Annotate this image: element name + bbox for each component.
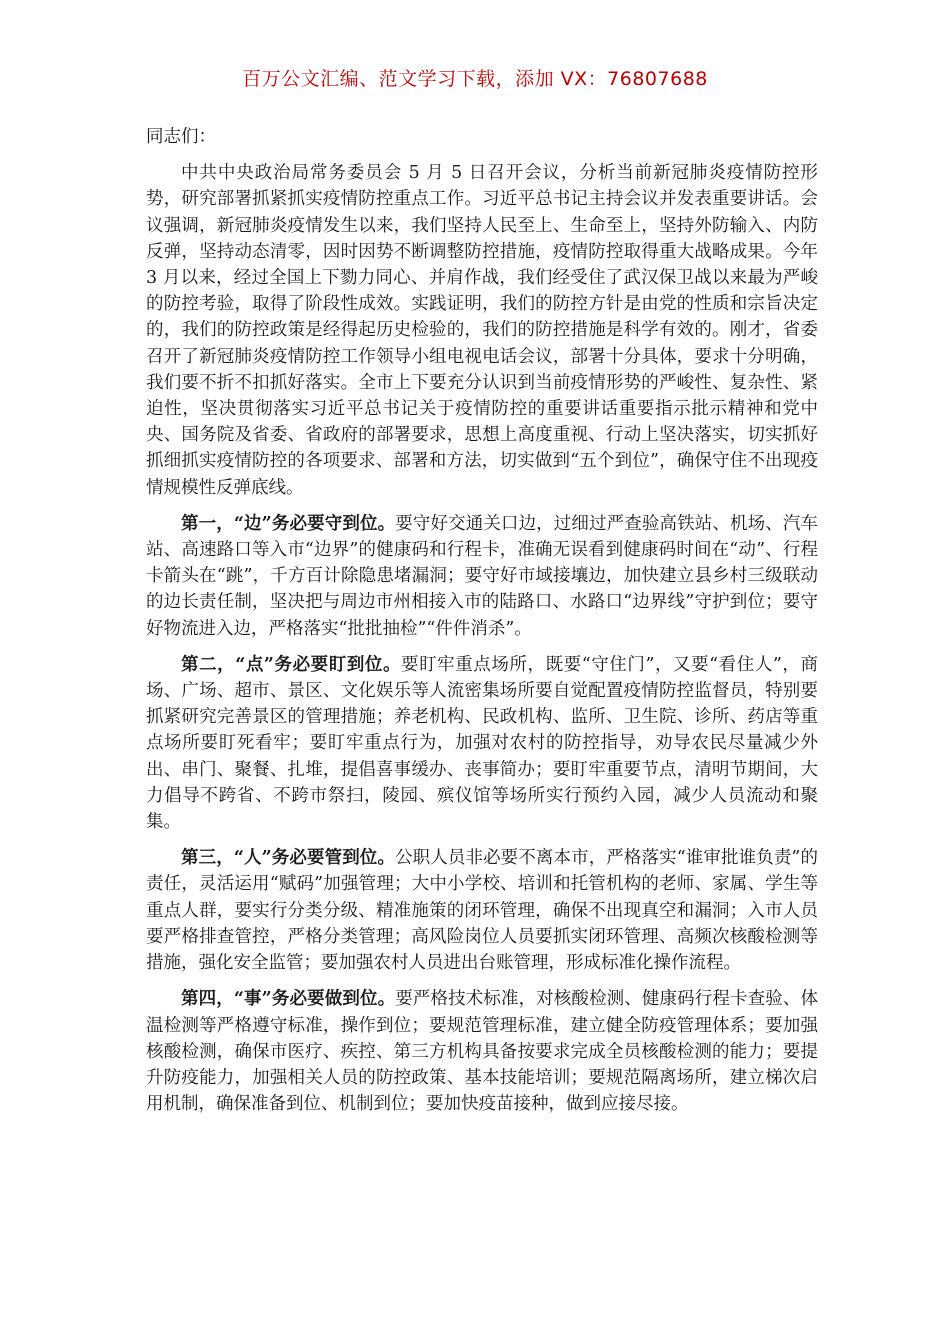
section-text-2: 要盯牢重点场所，既要“守住门”，又要“看住人”，商场、广场、超市、景区、文化娱乐等人流密集场所要自觉配置疫情防控监督员，特别要抓紧研究完善景区的管理措施；养老机构、民政机构、监所、卫生院、诊所、药店等重点场所要盯死看牢；要盯牢重点行为，加强对农村的防控指导，劝导农民尽量减少外出、串门、聚餐、扎堆，提倡喜事缓办、丧事简办；要盯牢重要节点，清明节期间，大力倡导不跨省、不跨市祭扫，陵园、殡仪馆等场所实行预约入园，减少人员流动和聚集。 — [146, 654, 818, 833]
section-paragraph-3 — [146, 845, 818, 976]
section-text-1: 要守好交通关口边，过细过严查验高铁站、机场、汽车站、高速路口等入市“边界”的健康码和行程卡，准确无误看到健康码时间在“动”、行程卡箭头在“跳”，千方百计除隐患堵漏洞；要守好市域接壤边，加快建立县乡村三级联动的边长责任制，坚决把与周边市州相接入市的陆路口、水路口“边界线”守护到位；要守好物流进入边，严格落实“批批抽检”“件件消杀”。 — [146, 513, 819, 639]
section-heading-4: 第四，“事”务必要做到位。 — [181, 989, 396, 1010]
section-heading-2: 第二，“点”务必要盯到位。 — [181, 654, 402, 675]
header-banner: 百万公文汇编、范文学习下载，添加 VX：76807688 — [242, 68, 708, 90]
section-text-4: 要严格技术标准，对核酸检测、健康码行程卡查验、体温检测等严格遵守标准，操作到位；要规范管理标准，建立健全防疫管理体系；要加强核酸检测，确保市医疗、疾控、第三方机构具备按要求完成全员核酸检测的能力；要提升防疫能力，加强相关人员的防控政策、基本技能培训；要规范隔离场所，建立梯次启用机制，确保准备到位、机制到位；要加快疫苗接种，做到应接尽接。 — [146, 989, 819, 1115]
section-paragraph-4 — [146, 986, 818, 1117]
section-heading-3: 第三，“人”务必要管到位。 — [181, 848, 396, 869]
section-paragraph-1 — [146, 511, 818, 642]
intro-paragraph: 中共中央政治局常务委员会 5 月 5 日召开会议，分析当前新冠肺炎疫情防控形势，研究部署抓紧抓实疫情防控重点工作。习近平总书记主持会议并发表重要讲话。会议强调，新冠肺炎疫情发生以来，我们坚持人民至上、生命至上，坚持外防输入、内防反弹，坚持动态清零，因时因势不断调整防控措施，疫情防控取得重大战略成果。今年 3 月以来，经过全国上下勠力同心、并肩作战，我们经受住了武汉保卫战以来最为严峻的防控考验，取得了阶段性成效。实践证明，我们的防控方针是由党的性质和宗旨决定的，我们的防控政策是经得起历史检验的，我们的防控措施是科学有效的。刚才，省委召开了新冠肺炎疫情防控工作领导小组电视电话会议，部署十分具体，要求十分明确，我们要不折不扣抓好落实。全市上下要充分认识到当前疫情形势的严峻性、复杂性、紧迫性，坚决贯彻落实习近平总书记关于疫情防控的重要讲话重要指示批示精神和党中央、国务院及省委、省政府的部署要求，思想上高度重视、行动上坚决落实，切实抓好抓细抓实疫情防控的各项要求、部署和方法，切实做到“五个到位”，确保守住不出现疫情规模性反弹底线。 — [146, 163, 818, 498]
section-heading-1: 第一，“边”务必要守到位。 — [181, 513, 396, 534]
document-body — [146, 124, 818, 1127]
section-paragraph-2 — [146, 652, 818, 835]
salutation: 同志们： — [146, 127, 216, 147]
section-text-3: 公职人员非必要不离本市，严格落实“谁审批谁负责”的责任，灵活运用“赋码”加强管理；大中小学校、培训和托管机构的老师、家属、学生等重点人群，要实行分类分级、精准施策的闭环管理，确保不出现真空和漏洞；入市人员要严格排查管控，严格分类管理；高风险岗位人员要抓实闭环管理、高频次核酸检测等措施，强化安全监管；要加强农村人员进出台账管理，形成标准化操作流程。 — [146, 848, 818, 974]
